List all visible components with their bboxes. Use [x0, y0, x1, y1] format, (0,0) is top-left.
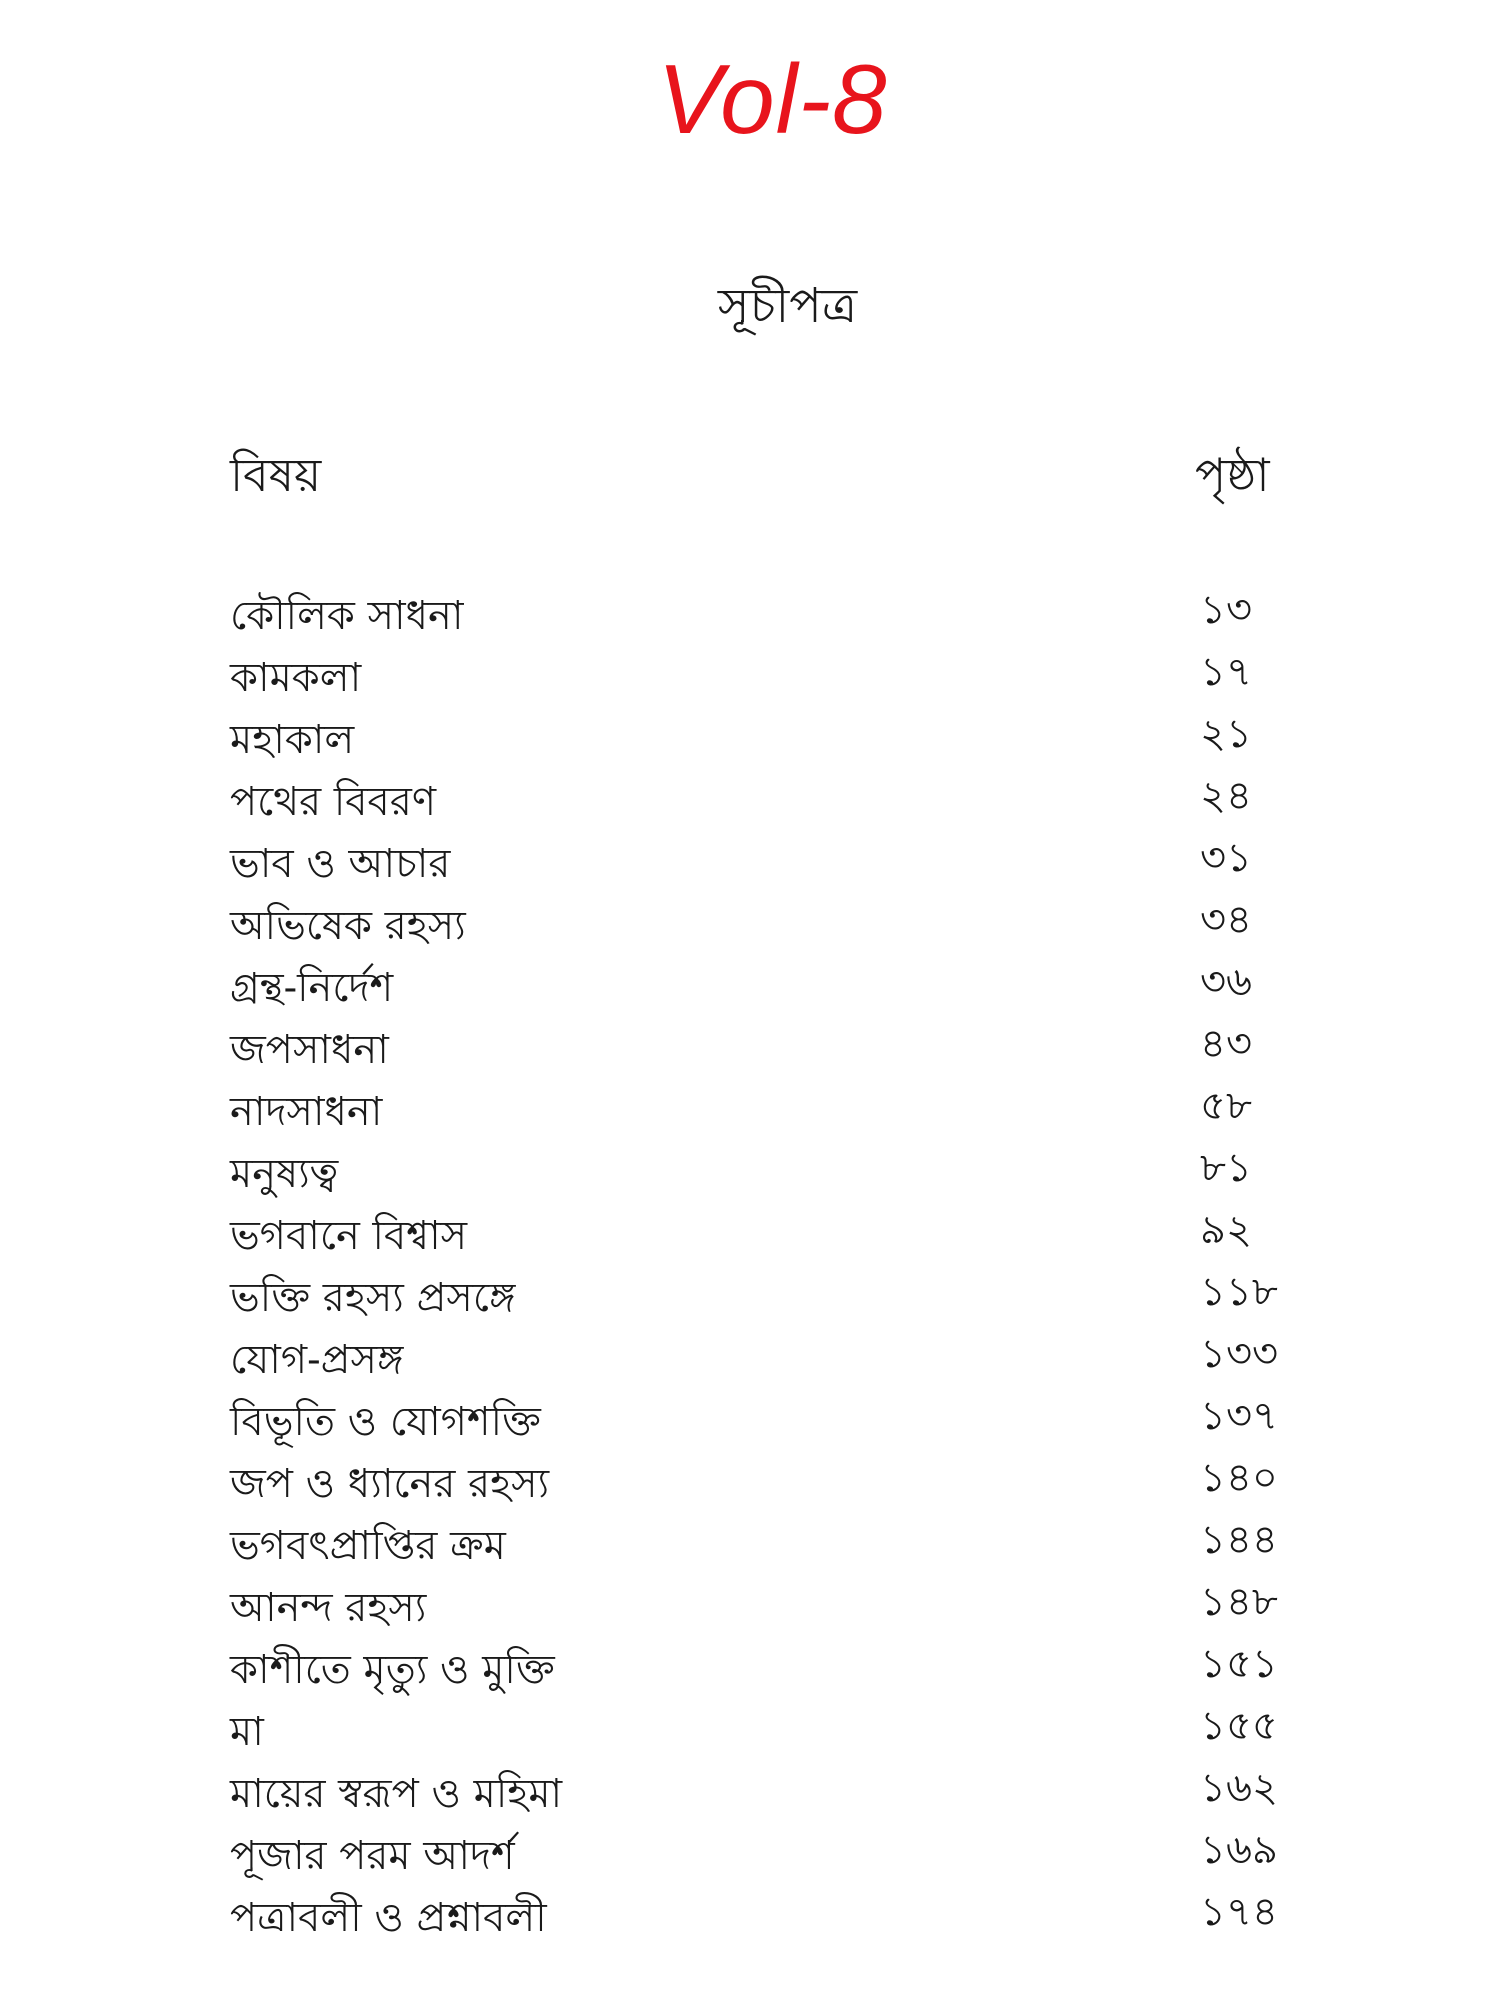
toc-entry	[230, 709, 1330, 771]
page-title: সূচীপত্র	[717, 278, 858, 334]
toc-entry	[230, 1577, 1330, 1639]
toc-entry-subject: পথের বিবরণ	[230, 779, 437, 825]
toc-entry-page: ৩৪	[1200, 897, 1252, 943]
toc-entry-subject: বিভূতি ও যোগশক্তি	[230, 1399, 541, 1445]
toc-entry-subject: কামকলা	[230, 655, 362, 701]
toc-entry-page: ৫৮	[1200, 1083, 1252, 1129]
toc-entry-subject: পূজার পরম আদর্শ	[230, 1833, 515, 1879]
toc-entry	[230, 1081, 1330, 1143]
toc-entry-subject: মা	[230, 1709, 264, 1755]
toc-entry-subject: মহাকাল	[230, 717, 355, 763]
toc-entry-page: ২৪	[1200, 773, 1252, 819]
toc-entry-subject: কৌলিক সাধনা	[230, 593, 464, 639]
toc-entry	[230, 1453, 1330, 1515]
toc-entry-page: ৩৬	[1200, 959, 1253, 1005]
page-column-header: পৃষ্ঠা	[1195, 448, 1270, 502]
toc-entry-subject: আনন্দ রহস্য	[230, 1585, 427, 1631]
toc-entry-page: ১৪৮	[1200, 1579, 1278, 1625]
toc-entry	[230, 1019, 1330, 1081]
toc-entry	[230, 1639, 1330, 1701]
toc-entry-subject: গ্রন্থ-নির্দেশ	[230, 965, 394, 1011]
toc-entry	[230, 1887, 1330, 1949]
toc-entry	[230, 1763, 1330, 1825]
toc-entry	[230, 771, 1330, 833]
toc-entry-subject: মনুষ্যত্ব	[230, 1151, 339, 1197]
volume-label: Vol-8	[657, 44, 888, 154]
toc-entry-subject: কাশীতে মৃত্যু ও মুক্তি	[230, 1647, 555, 1693]
toc-entry-page: ১৩৭	[1200, 1393, 1278, 1439]
toc-entry	[230, 1391, 1330, 1453]
toc-entry-subject: নাদসাধনা	[230, 1089, 383, 1135]
toc-entry	[230, 647, 1330, 709]
toc-entry-page: ১৬৯	[1200, 1827, 1278, 1873]
toc-entry	[230, 1825, 1330, 1887]
toc-entry	[230, 1515, 1330, 1577]
toc-entry-subject: অভিষেক রহস্য	[230, 903, 466, 949]
toc-entry-page: ৪৩	[1200, 1021, 1252, 1067]
toc-entry-page: ১৪৪	[1200, 1517, 1278, 1563]
toc-entry-page: ১৩	[1200, 587, 1252, 633]
subject-column-header: বিষয়	[230, 448, 322, 502]
toc-entry-page: ১৫১	[1200, 1641, 1278, 1687]
toc-entry	[230, 957, 1330, 1019]
toc-entry	[230, 1329, 1330, 1391]
toc-entry	[230, 1143, 1330, 1205]
toc-entry-page: ১৪০	[1200, 1455, 1278, 1501]
toc-entry-page: ১৬২	[1200, 1765, 1278, 1811]
toc-entry-subject: পত্রাবলী ও প্রশ্নাবলী	[230, 1895, 547, 1941]
toc-entry-page: ৩১	[1200, 835, 1252, 881]
toc-entry-page: ৯২	[1200, 1207, 1252, 1253]
toc-entry-subject: ভাব ও আচার	[230, 841, 451, 887]
table-of-contents	[230, 585, 1330, 1949]
toc-entry	[230, 585, 1330, 647]
toc-entry-subject: ভগবৎপ্রাপ্তির ক্রম	[230, 1523, 506, 1569]
toc-entry	[230, 833, 1330, 895]
toc-entry-subject: যোগ-প্রসঙ্গ	[230, 1337, 404, 1383]
toc-entry-page: ২১	[1200, 711, 1252, 757]
toc-entry-subject: জপ ও ধ্যানের রহস্য	[230, 1461, 550, 1507]
toc-entry-subject: ভগবানে বিশ্বাস	[230, 1213, 468, 1259]
toc-entry-subject: ভক্তি রহস্য প্রসঙ্গে	[230, 1275, 516, 1321]
toc-entry-subject: মায়ের স্বরূপ ও মহিমা	[230, 1771, 563, 1817]
toc-entry-page: ৮১	[1200, 1145, 1252, 1191]
toc-entry	[230, 1267, 1330, 1329]
toc-entry-page: ১৫৫	[1200, 1703, 1278, 1749]
toc-entry-page: ১৭৪	[1200, 1889, 1278, 1935]
toc-entry	[230, 1701, 1330, 1763]
toc-entry-page: ১১৮	[1200, 1269, 1278, 1315]
toc-entry-page: ১৩৩	[1200, 1331, 1278, 1377]
toc-entry-subject: জপসাধনা	[230, 1027, 389, 1073]
toc-entry	[230, 1205, 1330, 1267]
toc-entry	[230, 895, 1330, 957]
toc-entry-page: ১৭	[1200, 649, 1252, 695]
